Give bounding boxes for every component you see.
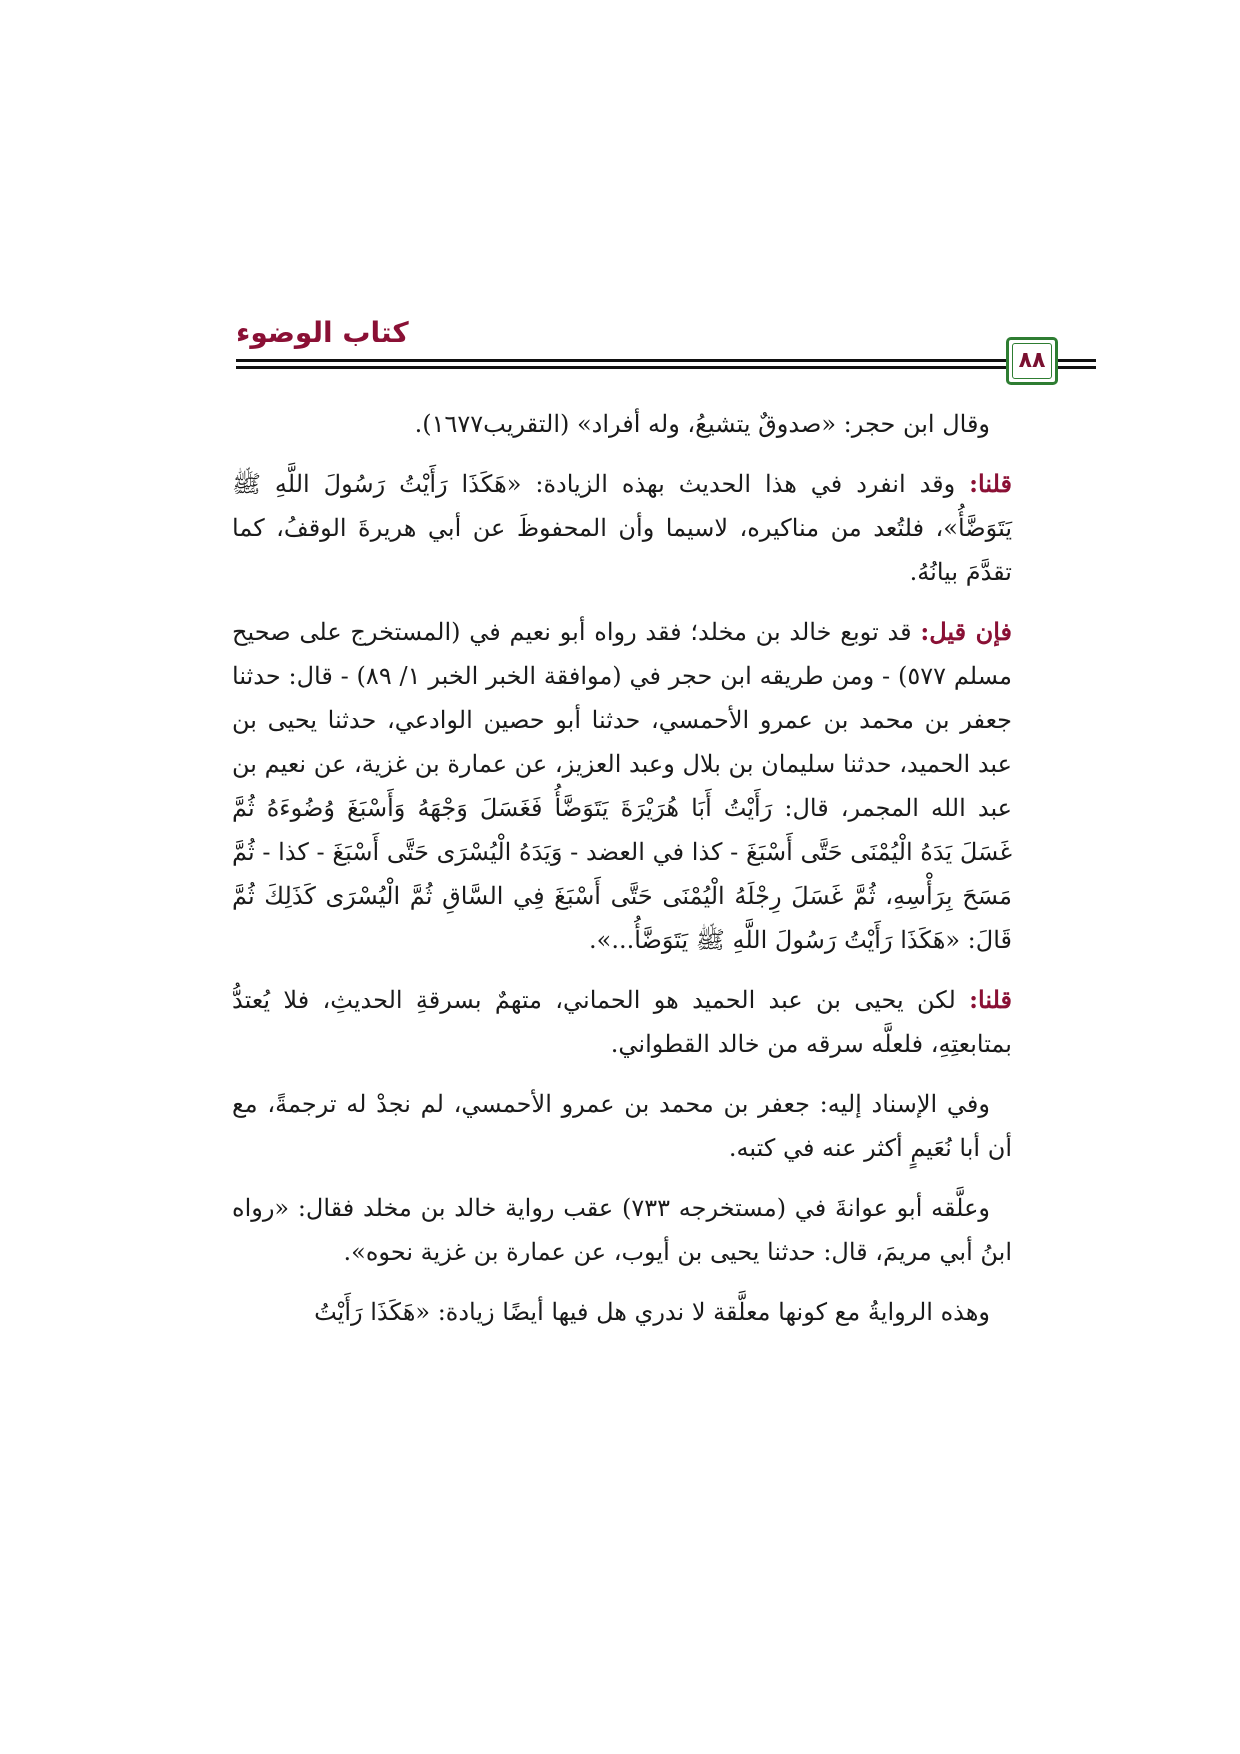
page-header bbox=[0, 0, 1240, 400]
paragraph-text: لكن يحيى بن عبد الحميد هو الحماني، متهمٌ بسرقةِ الحديثِ، فلا يُعتدُّ بمتابعتِهِ، فلعلَّه سرقه من خالد القطواني. bbox=[232, 986, 1012, 1058]
page-number-frame bbox=[1006, 337, 1058, 385]
page-number: ٨٨ bbox=[1018, 348, 1046, 373]
lead-word: قلنا: bbox=[969, 469, 1012, 498]
running-title: كتاب الوضوء bbox=[236, 316, 409, 349]
header-rule-tail-top bbox=[1058, 359, 1096, 362]
page-body bbox=[232, 402, 1012, 1350]
paragraph-7: وهذه الروايةُ مع كونها معلَّقة لا ندري هل فيها أيضًا زيادة: «هَكَذَا رَأَيْتُ bbox=[314, 1298, 990, 1326]
paragraph-6: وعلَّقه أبو عوانةَ في (مستخرجه ٧٣٣) عقب رواية خالد بن مخلد فقال: «رواه ابنُ أبي مريمَ، قال: حدثنا يحيى بن أيوب، عن عمارة بن غزية نحوه». bbox=[232, 1194, 1012, 1266]
lead-word: فإن قيل: bbox=[920, 617, 1013, 646]
paragraph-2 bbox=[232, 462, 1012, 594]
paragraph-text: وقد انفرد في هذا الحديث بهذه الزيادة: «هَكَذَا رَأَيْتُ رَسُولَ اللَّهِ ﷺ يَتَوَضَّأُ»، فلتُعد من مناكيره، لاسيما وأن المحفوظَ عن أبي هريرةَ الوقفُ، كما تقدَّمَ بيانُهُ. bbox=[232, 470, 1012, 586]
paragraph-3 bbox=[232, 610, 1012, 962]
paragraph-text: قد توبع خالد بن مخلد؛ فقد رواه أبو نعيم في (المستخرج على صحيح مسلم ٥٧٧) - ومن طريقه ابن حجر في (موافقة الخبر الخبر ١/ ٨٩) - قال: حدثنا جعفر بن محمد بن عمرو الأحمسي، حدثنا أبو حصين الوادعي، حدثنا يحيى بن عبد الحميد، حدثنا سليمان بن بلال وعبد العزيز، عن عمارة بن غزية، عن نعيم بن عبد الله المجمر، قال: رَأَيْتُ أَبَا هُرَيْرَةَ يَتَوَضَّأُ فَغَسَلَ وَجْهَهُ وَأَسْبَغَ وُضُوءَهُ ثُمَّ غَسَلَ يَدَهُ الْيُمْنَى حَتَّى أَسْبَغَ - كذا في العضد - وَيَدَهُ الْيُسْرَى حَتَّى أَسْبَغَ - كذا - ثُمَّ مَسَحَ بِرَأْسِهِ، ثُمَّ غَسَلَ رِجْلَهُ الْيُمْنَى حَتَّى أَسْبَغَ فِي السَّاقِ ثُمَّ الْيُسْرَى كَذَلِكَ ثُمَّ قَالَ: «هَكَذَا رَأَيْتُ رَسُولَ اللَّهِ ﷺ يَتَوَضَّأُ...». bbox=[232, 618, 1013, 954]
header-rule-tail-bottom bbox=[1058, 366, 1096, 369]
paragraph-5: وفي الإسناد إليه: جعفر بن محمد بن عمرو الأحمسي، لم نجدْ له ترجمةً، مع أن أبا نُعَيمٍ أكثر عنه في كتبه. bbox=[232, 1090, 1012, 1162]
header-rule-top bbox=[236, 359, 1006, 362]
lead-word: قلنا: bbox=[969, 985, 1012, 1014]
paragraph-1: وقال ابن حجر: «صدوقٌ يتشيعُ، وله أفراد» (التقريب١٦٧٧). bbox=[414, 410, 990, 438]
paragraph-4 bbox=[232, 978, 1012, 1066]
header-rule-bottom bbox=[236, 366, 1006, 369]
